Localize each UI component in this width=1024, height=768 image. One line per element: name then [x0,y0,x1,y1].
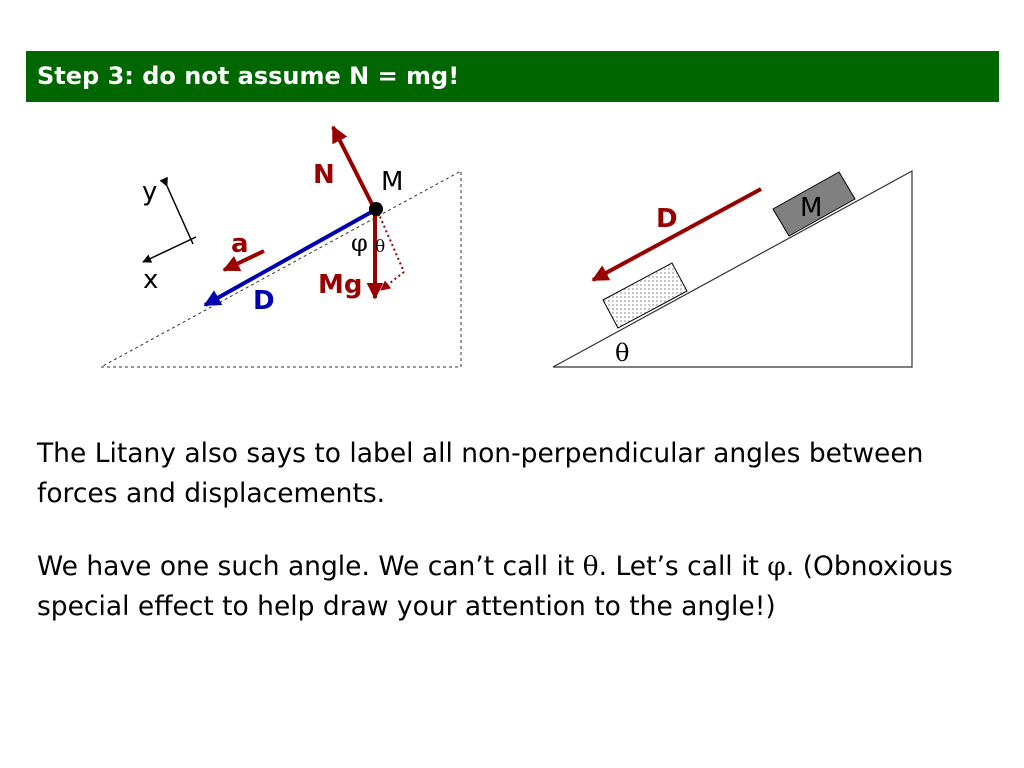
normal-force-label: N [313,160,335,190]
x-axis-label: x [143,265,159,295]
y-axis-label: y [142,177,158,207]
paragraph-angle-part-2: . Let’s call it [598,551,768,582]
slide-title: Step 3: do not assume N = mg! [37,62,460,90]
block-upper-label: M [800,193,823,223]
displacement-label-right: D [656,204,678,234]
paragraph-litany: The Litany also says to label all non-perpendicular angles between forces and displacements. [37,438,924,509]
phi-symbol: φ [767,551,786,582]
x-axis-line [143,237,196,262]
gravity-label: Mg [318,270,363,300]
left-free-body-diagram [101,127,461,367]
mass-label: M [381,167,404,197]
phi-angle-label: φ [351,229,368,257]
displacement-arrow-right [593,189,761,280]
y-axis-line [167,186,193,244]
right-incline-diagram [553,171,912,367]
dotted-component-arrow [381,272,404,290]
mass-point [369,202,383,216]
paragraph-angle-part-3: . (Obnoxious special effect to help draw your attention to the angle!) [37,551,953,622]
incline-triangle [553,171,912,367]
incline-angle-label: θ [615,339,630,367]
acceleration-label: a [231,229,249,259]
displacement-label: D [253,286,275,316]
paragraph-angle-part-1: We have one such angle. We can’t call it [37,551,583,582]
paragraph-angle [37,547,997,627]
theta-angle-label: θ [375,237,386,257]
normal-force-arrow [333,127,375,210]
theta-symbol: θ [582,551,599,582]
